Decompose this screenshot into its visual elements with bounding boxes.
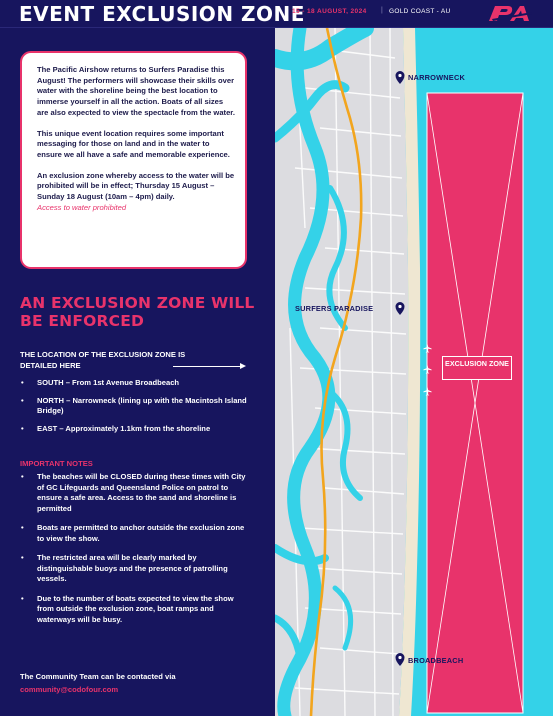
arrow-head-icon xyxy=(240,363,246,369)
page-title: EVENT EXCLUSION ZONE xyxy=(19,2,305,26)
pacific-airshow-logo xyxy=(486,3,534,23)
header-separator: | xyxy=(381,7,383,14)
access-prohibited-note: Access to water prohibited xyxy=(37,202,127,212)
list-item: • SOUTH – From 1st Avenue Broadbeach xyxy=(20,378,250,389)
location-pin-icon xyxy=(395,302,405,315)
notes-list xyxy=(20,472,250,634)
list-item: • The restricted area will be clearly marked by distinguishable buoys and the presence of patrolling vessels. xyxy=(20,553,250,585)
intro-paragraph-3 xyxy=(37,171,235,214)
pin-label-broadbeach: BROADBEACH xyxy=(408,656,464,665)
contact-info xyxy=(20,671,260,696)
airplane-icon xyxy=(423,365,432,374)
intro-paragraph-1: The Pacific Airshow returns to Surfers Paradise this August! The performers will showcase their skills over water with the shoreline being the best location to immerse yourself in all the action. Boats of all sizes are also expected to view the spectacle from the water. xyxy=(37,65,235,117)
location-heading: THE LOCATION OF THE EXCLUSION ZONE IS DETAILED HERE xyxy=(20,350,186,370)
pin-label-surfers-paradise: SURFERS PARADISE xyxy=(295,304,374,313)
intro-card xyxy=(20,51,247,269)
airplane-icon xyxy=(423,387,432,396)
exclusion-zone-label: EXCLUSION ZONE xyxy=(442,356,512,380)
list-item: • Boats are permitted to anchor outside the exclusion zone to view the show. xyxy=(20,523,250,544)
intro-paragraph-2: This unique event location requires some important messaging for those on land and in the water to ensure we all have a safe and memorable experience. xyxy=(37,128,230,159)
location-pin-icon xyxy=(395,71,405,84)
contact-email-link[interactable]: community@codofour.com xyxy=(20,684,119,694)
list-item: • EAST – Approximately 1.1km from the shoreline xyxy=(20,424,250,435)
arrow-right-icon xyxy=(173,366,241,367)
header-bar xyxy=(0,0,553,28)
pin-label-narrowneck: NARROWNECK xyxy=(408,73,466,82)
intro-paragraph-3-text: An exclusion zone whereby access to the water will be prohibited will be in effect; Thursday 15 August – Sunday 18 August (10am – 4pm) daily. xyxy=(37,170,235,202)
event-dates: 15 - 18 AUGUST, 2024 xyxy=(292,8,367,15)
list-item: • The beaches will be CLOSED during these times with City of GC Lifeguards and Queensland Police on patrol to ensure a safe area. Access to the sand and shoreline is permitted xyxy=(20,472,250,514)
contact-text: The Community Team can be contacted via xyxy=(20,672,176,681)
list-item: • Due to the number of boats expected to view the show from outside the exclusion zone, boat ramps and waterways will be busy. xyxy=(20,594,250,626)
list-item: • NORTH – Narrowneck (lining up with the Macintosh Island Bridge) xyxy=(20,396,250,417)
enforcement-headline: AN EXCLUSION ZONE WILL BE ENFORCED xyxy=(20,294,255,330)
event-location: GOLD COAST - AU xyxy=(389,8,451,15)
notes-heading: IMPORTANT NOTES xyxy=(20,459,93,468)
location-pin-icon xyxy=(395,653,405,666)
location-list xyxy=(20,378,250,441)
airplane-icon xyxy=(423,344,432,353)
